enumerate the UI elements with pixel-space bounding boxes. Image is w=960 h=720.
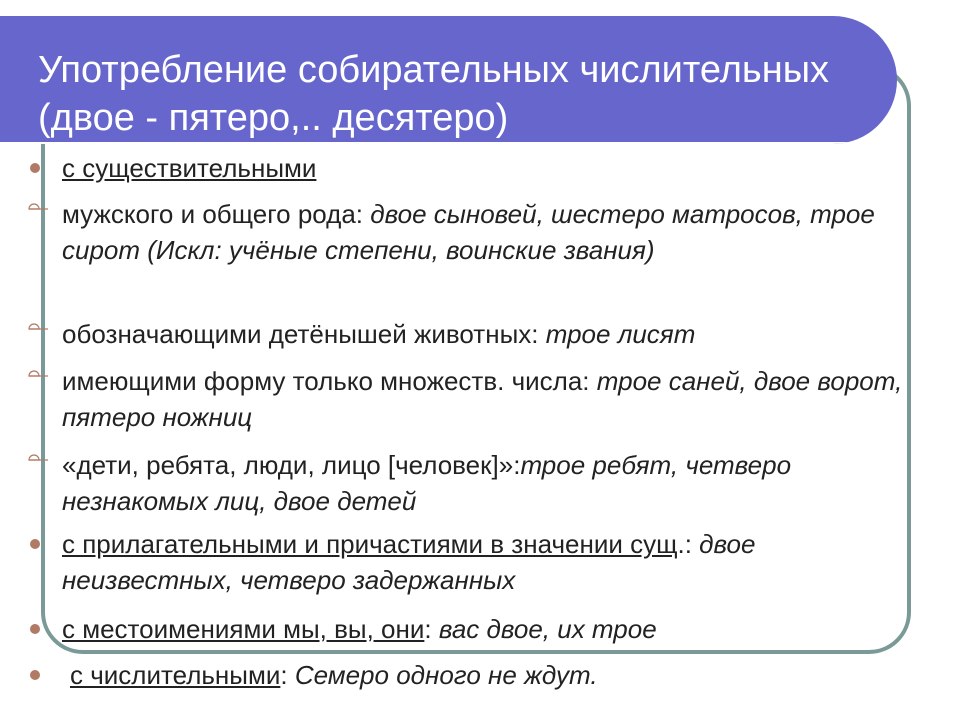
list-item-adjectives (62, 526, 932, 598)
list-item-masc (62, 196, 932, 268)
sub-bullet-icon (28, 454, 50, 466)
item-label: с прилагательными и причастиями в значении сущ (62, 529, 678, 559)
item-example: трое саней, двое ворот, пятеро ножниц (62, 366, 903, 432)
item-example: вас двое, их трое (438, 614, 657, 644)
list-item-young (62, 316, 932, 352)
list-item-people (62, 447, 932, 519)
item-text: обозначающими детёнышей животных: (62, 319, 546, 349)
list-item-numerals (70, 657, 940, 693)
item-text: имеющими форму только множеств. числа: (62, 366, 597, 396)
item-example: двое сыновей, шестеро матросов, трое сирот (Искл: учёные степени, воинские звания) (62, 199, 875, 265)
item-separator: : (280, 660, 295, 690)
bullet-dot-icon (30, 539, 40, 549)
sub-bullet-icon (28, 323, 50, 335)
list-item-nouns (62, 150, 932, 186)
bullet-dot-icon (30, 163, 40, 173)
list-item-pronouns (62, 611, 932, 647)
slide-title-line-1: Употребление собирательных числительных (38, 49, 830, 91)
sub-bullet-icon (28, 370, 50, 382)
list-item-plural (62, 363, 932, 435)
item-label: с числительными (70, 660, 281, 690)
item-example: трое лисят (545, 319, 696, 349)
sub-bullet-icon (28, 203, 50, 215)
item-label: с существительными (62, 153, 317, 183)
item-text: мужского и общего рода: (62, 199, 371, 229)
item-separator: : (424, 614, 439, 644)
item-example: трое ребят, четверо незнакомых лиц, двое детей (62, 450, 792, 516)
item-example: Семеро одного не ждут. (294, 660, 598, 690)
item-example: двое неизвестных, четверо задержанных (62, 529, 756, 595)
bullet-dot-icon (30, 670, 40, 680)
item-separator: .: (677, 529, 700, 559)
bullet-dot-icon (30, 624, 40, 634)
item-label: с местоимениями мы, вы, они (62, 614, 425, 644)
item-text: «дети, ребята, люди, лицо [человек]»: (62, 450, 521, 480)
slide-title-line-2: (двое - пятеро,.. десятеро) (38, 97, 509, 139)
